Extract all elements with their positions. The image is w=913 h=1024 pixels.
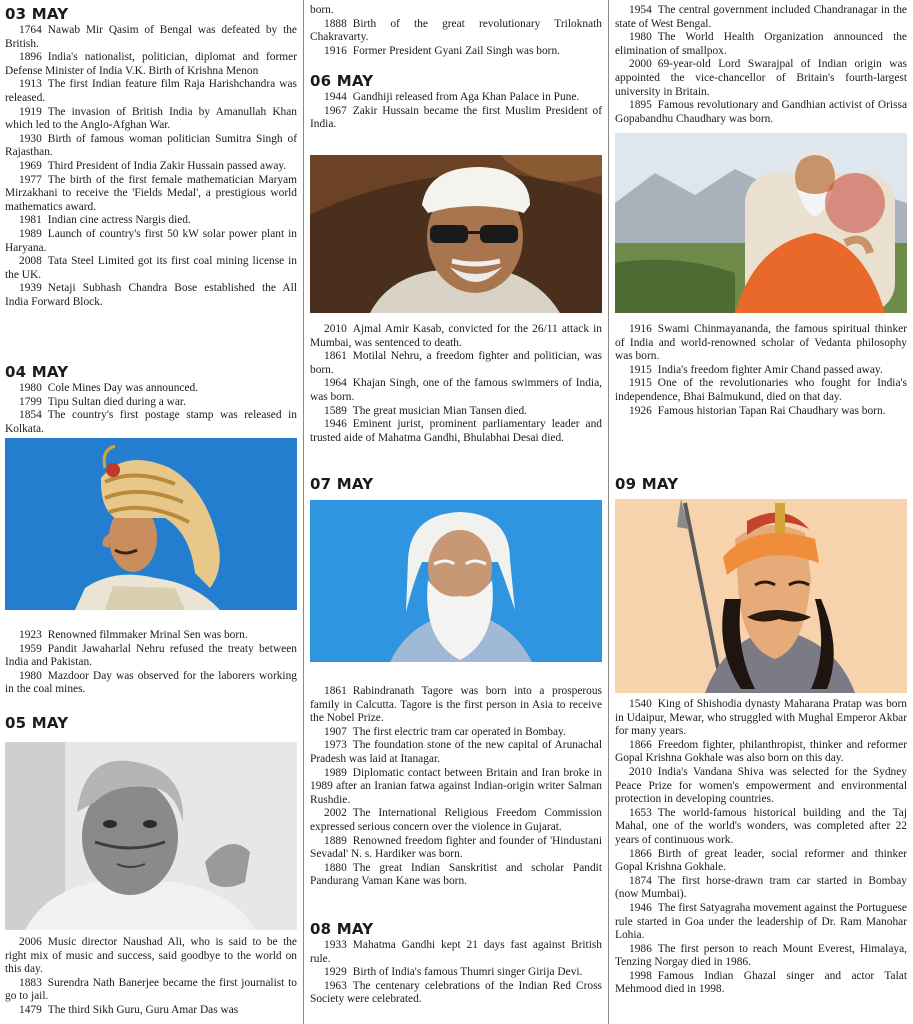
list-item: 1963 The centenary celebrations of the Indian Red Cross Society were celebrated. [310,979,602,1006]
list-item: 1981 Indian cine actress Nargis died. [19,214,191,227]
list-item: 2006 Music director Naushad Ali, who is said to be the right mix of music and success, said goodbye to the world on this day. [5,936,297,976]
list-item: 1866 Freedom fighter, philanthropist, thinker and reformer Gopal Krishna Gokhale was also born on this day. [615,738,907,765]
list-item: 1907 The first electric tram car operated in Bombay. [324,725,566,738]
list-item: 1861 Motilal Nehru, a freedom fighter and politician, was born. [310,350,602,376]
list-item: 1980 Cole Mines Day was announced. [19,382,199,394]
list-item: 1944 Gandhiji released from Aga Khan Palace in Pune. [324,91,580,103]
list-item: 1895 Famous revolutionary and Gandhian activist of Orissa Gopabandhu Chaudhary was born. [615,99,907,125]
section-08-may [310,921,602,1007]
list-item: 2010 India's Vandana Shiva was selected for the Sydney Peace Prize for women's empowerment and environmental protection in developing countries. [615,765,907,806]
list-item: 1913 The first Indian feature film Raja Harishchandra was released. [5,78,297,104]
section-03-may [5,6,297,309]
list-item: 1926 Famous historian Tapan Rai Chaudhary was born. [629,404,886,417]
section-06-may [310,73,602,132]
list-item: 1854 The country's first postage stamp was released in Kolkata. [5,409,297,435]
section-heading: 03 MAY [5,5,69,23]
list-item: 1986 The first person to reach Mount Everest, Himalaya, Tenzing Norgay died in 1986. [615,942,907,969]
section-09-may [615,698,907,997]
list-item: 1540 King of Shishodia dynasty Maharana Pratap was born in Udaipur, Mewar, who struggled with Mughal Emperor Akbar for many years. [615,698,907,738]
section-06-may-continued [310,323,602,445]
list-item: 1915 India's freedom fighter Amir Chand passed away. [629,363,883,376]
list-item: 1589 The great musician Mian Tansen died. [324,404,528,417]
list-item: 1933 Mahatma Gandhi kept 21 days fast against British rule. [310,939,602,965]
section-04-may-continued [5,629,297,697]
list-item: 1916 Former President Gyani Zail Singh was born. [324,44,560,57]
list-item: 1874 The first horse-drawn tram car started in Bombay (now Mumbai). [615,874,907,901]
section-heading: 06 MAY [310,72,374,90]
list-item: 2002 The International Religious Freedom Commission expressed serious concern over the violence in Gujarat. [310,807,602,833]
list-item: 1989 Diplomatic contact between Britain and Iran broke in 1989 after an Iranian fatwa against Indian-origin writer Salman Rushdie. [310,766,602,806]
column-1 [5,0,297,1024]
column-divider [608,0,609,1024]
section-heading: 07 MAY [310,475,374,493]
list-item: 1888 Birth of the great revolutionary Triloknath Chakravarty. [310,17,602,44]
column-2 [310,0,602,1024]
list-item: 1998 Famous Indian Ghazal singer and actor Talat Mehmood died in 1998. [615,969,907,996]
list-item: 1959 Pandit Jawaharlal Nehru refused the treaty between India and Pakistan. [5,642,297,669]
list-item: 1861 Rabindranath Tagore was born into a prosperous family in Calcutta. Tagore is the first person in Asia to receive the Nobel Prize. [310,685,602,725]
list-item: 1930 Birth of famous woman politician Sumitra Singh of Rajasthan. [5,132,297,159]
section-05-may-continued [310,4,602,58]
list-item: 1883 Surendra Nath Banerjee became the first journalist to go to jail. [5,976,297,1003]
list-item: 1653 The world-famous historical building and the Taj Mahal, one of the world's wonders, was completed after 22 years of continuous work. [615,806,907,846]
list-item: 1880 The great Indian Sanskritist and scholar Pandit Pandurang Vaman Kane was born. [310,861,602,888]
list-item: 1989 Launch of country's first 50 kW solar power plant in Haryana. [5,227,297,254]
zakir-hussain-portrait-image [310,155,602,313]
section-heading: 05 MAY [5,714,69,732]
list-item: 1799 Tipu Sultan died during a war. [19,395,186,408]
section-07-may [310,685,602,889]
list-item: 1977 The birth of the first female mathematician Maryam Mirzakhani to receive the 'Fields Medal', a prestigious world mathematics award. [5,173,297,213]
list-item: 1946 The first Satyagraha movement against the Portuguese rule started in Goa under the leadership of Dr. Ram Manohar Lohia. [615,901,907,942]
list-item: 1980 Mazdoor Day was observed for the laborers working in the coal mines. [5,669,297,696]
list-item: 2010 Ajmal Amir Kasab, convicted for the 26/11 attack in Mumbai, was sentenced to death. [310,323,602,349]
list-item: 1954 The central government included Chandranagar in the state of West Bengal. [615,4,907,30]
list-item: 1764 Nawab Mir Qasim of Bengal was defeated by the British. [5,24,297,50]
list-item: 1969 Third President of India Zakir Hussain passed away. [19,159,287,172]
list-item: 2000 69-year-old Lord Swarajpal of Indian origin was appointed the vice-chancellor of Britain's fourth-largest university in Britain. [615,58,907,98]
list-item: 1915 One of the revolutionaries who fought for India's independence, Bhai Balmukund, died on that day. [615,377,907,403]
section-05-may-heading [5,715,297,733]
list-item: 1923 Renowned filmmaker Mrinal Sen was born. [19,629,248,641]
list-item: 1919 The invasion of British India by Amanullah Khan which led to the Anglo-Afghan War. [5,105,297,132]
section-05-may [5,936,297,1018]
section-08-may-more [615,323,907,418]
list-item: 1939 Netaji Subhash Chandra Bose established the All India Forward Block. [5,282,297,308]
list-item: 1866 Birth of great leader, social reformer and thinker Gopal Krishna Gokhale. [615,847,907,874]
list-item: 1967 Zakir Hussain became the first Muslim President of India. [310,104,602,131]
maharana-pratap-portrait-image [615,499,907,693]
tipu-sultan-portrait-image [5,438,297,610]
rabindranath-tagore-portrait-image [310,500,602,662]
section-heading: 08 MAY [310,920,374,938]
section-04-may [5,364,297,436]
list-item: 1946 Eminent jurist, prominent parliamentary leader and trusted aide of Mahatma Gandhi, Bhulabhai Desai died. [310,418,602,444]
list-item: 1964 Khajan Singh, one of the famous swimmers of India, was born. [310,377,602,403]
list-item: 1929 Birth of India's famous Thumri singer Girija Devi. [324,966,583,979]
list-item: 1896 India's nationalist, politician, diplomat and former Defense Minister of India V.K. Birth of Krishna Menon [5,51,297,77]
section-08-may-continued [615,4,907,126]
section-heading: 04 MAY [5,363,69,381]
list-item: 2008 Tata Steel Limited got its first coal mining license in the UK. [5,255,297,281]
section-09-may-heading [615,476,907,494]
list-item: 1973 The foundation stone of the new capital of Arunachal Pradesh was laid at Itanagar. [310,739,602,765]
list-item: 1916 Swami Chinmayananda, the famous spiritual thinker of India and world-renowned scholar of Vedanta philosophy was born. [615,323,907,363]
column-divider [303,0,304,1024]
list-item: 1479 The third Sikh Guru, Guru Amar Das was [19,1003,239,1016]
section-07-may-heading [310,476,602,494]
swami-chinmayananda-portrait-image [615,133,907,313]
list-item: 1889 Renowned freedom fighter and founder of 'Hindustani Sevadal' N. s. Hardiker was born. [310,834,602,861]
section-heading: 09 MAY [615,475,679,493]
list-item: 1980 The World Health Organization announced the elimination of smallpox. [615,31,907,57]
naushad-ali-portrait-image [5,742,297,930]
list-item: born. [310,4,334,16]
column-3 [615,0,907,1024]
